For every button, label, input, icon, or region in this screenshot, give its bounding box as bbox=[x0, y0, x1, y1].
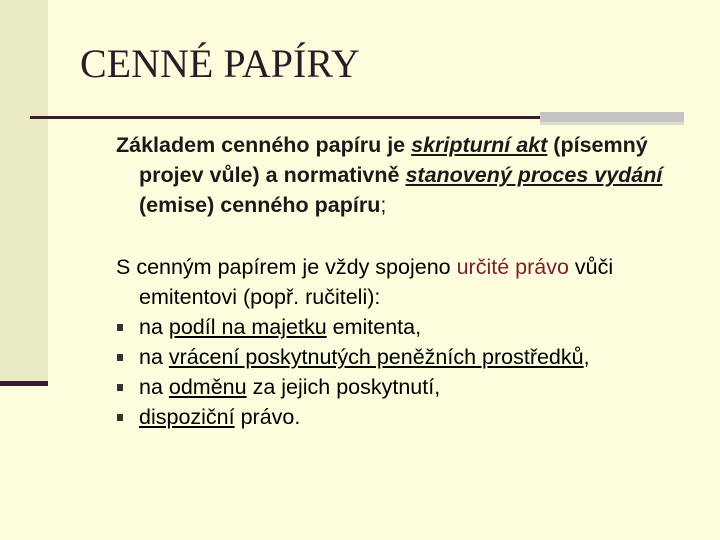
text-segment: (emise) cenného papíru bbox=[139, 193, 381, 217]
underlined-term: podíl na majetku bbox=[168, 315, 327, 339]
text-segment: na bbox=[139, 315, 169, 339]
text-segment: právo. bbox=[234, 405, 301, 429]
term-urcite-pravo: určité právo bbox=[456, 255, 569, 279]
underlined-term: vrácení poskytnutých peněžních prostředků bbox=[168, 345, 584, 369]
title-underline-gray-thin bbox=[540, 122, 684, 125]
list-item bbox=[116, 342, 696, 372]
square-bullet-icon bbox=[117, 414, 123, 421]
text-segment: Základem cenného papíru je bbox=[116, 133, 412, 157]
text-segment: , bbox=[583, 345, 590, 369]
text-segment: na bbox=[139, 345, 169, 369]
title-underline bbox=[30, 116, 540, 119]
term-proces-vydani: stanovený proces vydání bbox=[405, 163, 663, 187]
title-underline-gray bbox=[540, 112, 684, 122]
left-decor-bar bbox=[0, 0, 48, 383]
paragraph-urcite-pravo bbox=[116, 252, 696, 312]
rights-list bbox=[116, 312, 696, 432]
underlined-term: odměnu bbox=[168, 375, 247, 399]
square-bullet-icon bbox=[117, 324, 123, 331]
list-item bbox=[116, 312, 696, 342]
left-decor-accent bbox=[0, 381, 48, 386]
term-skripturni-akt: skripturní akt bbox=[411, 133, 548, 157]
underlined-term: dispoziční bbox=[139, 405, 235, 429]
slide-title: CENNÉ PAPÍRY bbox=[80, 41, 360, 86]
text-segment: emitenta, bbox=[326, 315, 422, 339]
text-segment: za jejich poskytnutí, bbox=[246, 375, 441, 399]
paragraph-skripturni-akt bbox=[116, 130, 696, 220]
slide-body bbox=[116, 130, 696, 432]
square-bullet-icon bbox=[117, 354, 123, 361]
square-bullet-icon bbox=[117, 384, 123, 391]
text-segment: S cenným papírem je vždy spojeno bbox=[116, 255, 457, 279]
list-item bbox=[116, 372, 696, 402]
list-item bbox=[116, 402, 696, 432]
text-segment: vůči emitentovi (popř. ručiteli): bbox=[139, 255, 614, 309]
text-segment: na bbox=[139, 375, 169, 399]
semicolon: ; bbox=[380, 193, 387, 217]
text-segment: (písemný projev vůle) a normativně bbox=[139, 133, 648, 187]
